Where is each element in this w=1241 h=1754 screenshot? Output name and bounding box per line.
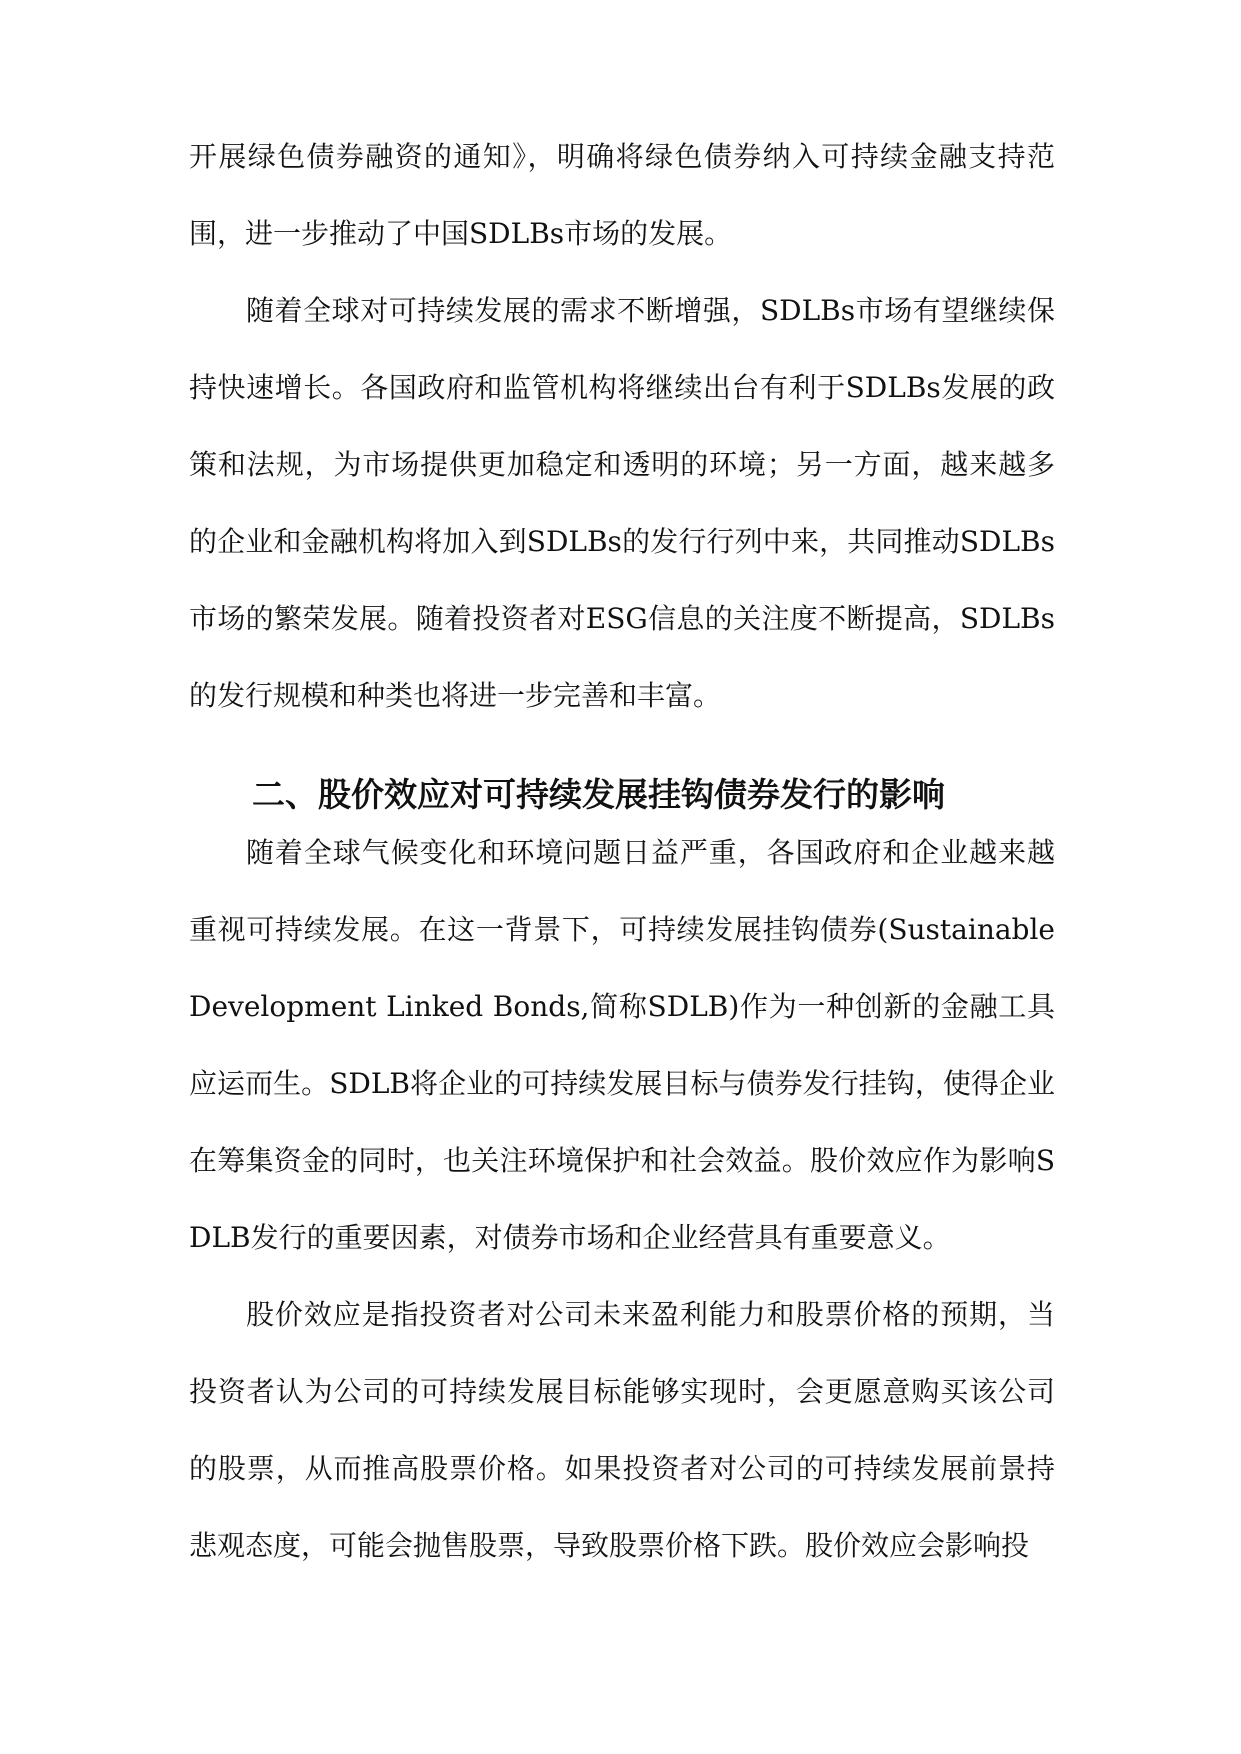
paragraph-stock-price-effect: 股价效应是指投资者对公司未来盈利能力和股票价格的预期，当投资者认为公司的可持续发展目标能够实现时，会更愿意购买该公司的股票，从而推高股票价格。如果投资者对公司的可持续发展前景持悲观态度，可能会抛售股票，导致股票价格下跌。股价效应会影响投 bbox=[189, 1298, 1055, 1562]
section-one-text bbox=[189, 118, 1055, 734]
paragraph-continuation: 开展绿色债券融资的通知》，明确将绿色债券纳入可持续金融支持范围，进一步推动了中国SDLBs市场的发展。 bbox=[189, 140, 1055, 250]
paragraph-sdlb-background: 随着全球气候变化和环境问题日益严重，各国政府和企业越来越重视可持续发展。在这一背景下，可持续发展挂钩债券(Sustainable Development Linked Bonds,简称SDLB)作为一种创新的金融工具应运而生。SDLB将企业的可持续发展目标与债券发行挂钩，使得企业在筹集资金的同时，也关注环境保护和社会效益。股价效应作为影响SDLB发行的重要因素，对债券市场和企业经营具有重要意义。 bbox=[189, 836, 1055, 1254]
paragraph-sdlbs-outlook: 随着全球对可持续发展的需求不断增强，SDLBs市场有望继续保持快速增长。各国政府和监管机构将继续出台有利于SDLBs发展的政策和法规，为市场提供更加稳定和透明的环境；另一方面，越来越多的企业和金融机构将加入到SDLBs的发行行列中来，共同推动SDLBs市场的繁荣发展。随着投资者对ESG信息的关注度不断提高，SDLBs的发行规模和种类也将进一步完善和丰富。 bbox=[189, 294, 1055, 712]
section-two-text bbox=[189, 814, 1055, 1584]
section-heading: 二、股价效应对可持续发展挂钩债券发行的影响 bbox=[252, 775, 945, 814]
